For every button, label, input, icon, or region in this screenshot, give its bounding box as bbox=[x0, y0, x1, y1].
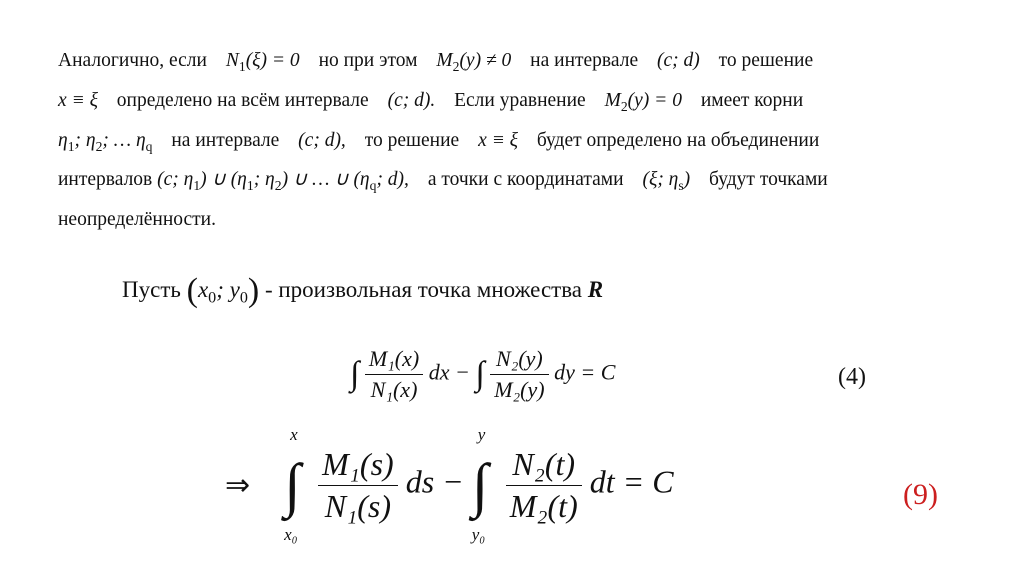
math-fragment: (ξ; $\eta_s$) bbox=[642, 169, 691, 194]
text-fragment: а точки с координатами bbox=[427, 169, 624, 191]
statement-text: - произвольная точка множества bbox=[264, 277, 582, 302]
equation-rhs: dy = C bbox=[554, 359, 616, 385]
upper-limit: x bbox=[290, 425, 298, 444]
numerator: M₁(x) bbox=[365, 346, 423, 375]
text-fragment: интервалов bbox=[58, 169, 153, 191]
lower-limit: y₀ bbox=[471, 525, 486, 544]
math-fragment: $\eta_1$; $\eta_2$; … $\eta_q$ bbox=[58, 129, 153, 154]
set-symbol: R bbox=[587, 277, 604, 302]
denominator: M₂(t) bbox=[509, 487, 578, 524]
equation-4 bbox=[350, 346, 615, 403]
integral-sign: ∫ bbox=[284, 452, 301, 518]
text-fragment: на интервале bbox=[171, 129, 280, 151]
definite-integral bbox=[284, 425, 310, 545]
numerator: N₂(t) bbox=[506, 446, 582, 486]
paragraph-line-3 bbox=[58, 124, 958, 164]
text-fragment: на интервале bbox=[530, 50, 639, 71]
equation-9 bbox=[225, 425, 674, 545]
equation-rhs: dt = C bbox=[589, 463, 674, 500]
point-coordinates: $x_0$; $y_0$ bbox=[197, 277, 248, 307]
integral-sign: ∫ bbox=[475, 355, 485, 393]
fraction bbox=[365, 346, 423, 403]
definite-integral bbox=[472, 425, 498, 545]
paragraph-line-4 bbox=[58, 163, 958, 203]
equation-number-4: (4) bbox=[838, 364, 866, 390]
text-fragment: имеет корни bbox=[700, 89, 804, 111]
text-fragment: Аналогично, если bbox=[58, 50, 207, 71]
fraction bbox=[506, 446, 582, 525]
denominator: N₁(x) bbox=[370, 377, 418, 402]
differential: ds − bbox=[405, 463, 464, 500]
denominator: N₁(s) bbox=[324, 487, 392, 524]
math-fragment: (c; $\eta_1$) ∪ ($\eta_1$; $\eta_2$) ∪ … ∪ ($\eta_q$; d), bbox=[157, 169, 409, 194]
paragraph-line-2 bbox=[58, 84, 958, 124]
text-fragment: неопределённости. bbox=[58, 209, 216, 231]
paragraph-line-5 bbox=[58, 203, 958, 237]
numerator: N₂(y) bbox=[490, 346, 548, 375]
math-fragment: x ≡ ξ bbox=[478, 129, 518, 151]
lower-limit: x₀ bbox=[284, 525, 298, 544]
paragraph-line-1 bbox=[58, 44, 958, 84]
implies-arrow: ⇒ bbox=[225, 468, 251, 502]
math-fragment: x ≡ ξ bbox=[58, 89, 98, 111]
denominator: M₂(y) bbox=[494, 377, 545, 402]
text-fragment: то решение bbox=[718, 50, 814, 71]
numerator: M₁(s) bbox=[318, 446, 398, 486]
statement-word: Пусть bbox=[122, 277, 181, 302]
math-fragment: $M_2(y) = 0$ bbox=[604, 89, 682, 114]
integral-sign: ∫ bbox=[471, 452, 489, 518]
math-fragment: $N_1(\xi) = 0$ bbox=[225, 50, 300, 74]
text-fragment: то решение bbox=[364, 129, 460, 151]
equation-number-9: (9) bbox=[903, 478, 938, 511]
text-fragment: Если уравнение bbox=[454, 89, 586, 111]
text-fragment: но при этом bbox=[318, 50, 418, 71]
integral-sign: ∫ bbox=[350, 355, 360, 393]
math-fragment: $M_2(y) \ne 0$ bbox=[436, 50, 512, 74]
statement-point: Пусть ($x_0$; $y_0$) - произвольная точка множества R bbox=[122, 272, 604, 309]
fraction bbox=[318, 446, 398, 525]
math-fragment: (c; d), bbox=[298, 129, 346, 151]
fraction bbox=[490, 346, 548, 403]
upper-limit: y bbox=[477, 425, 486, 444]
text-paragraph bbox=[58, 44, 958, 237]
text-fragment: определено на всём интервале bbox=[116, 89, 369, 111]
text-fragment: будут точками bbox=[709, 169, 828, 191]
math-fragment: (c; d) bbox=[656, 50, 700, 71]
math-fragment: (c; d). bbox=[387, 89, 436, 111]
text-fragment: будет определено на объединении bbox=[536, 129, 820, 151]
differential: dx − bbox=[428, 359, 470, 385]
